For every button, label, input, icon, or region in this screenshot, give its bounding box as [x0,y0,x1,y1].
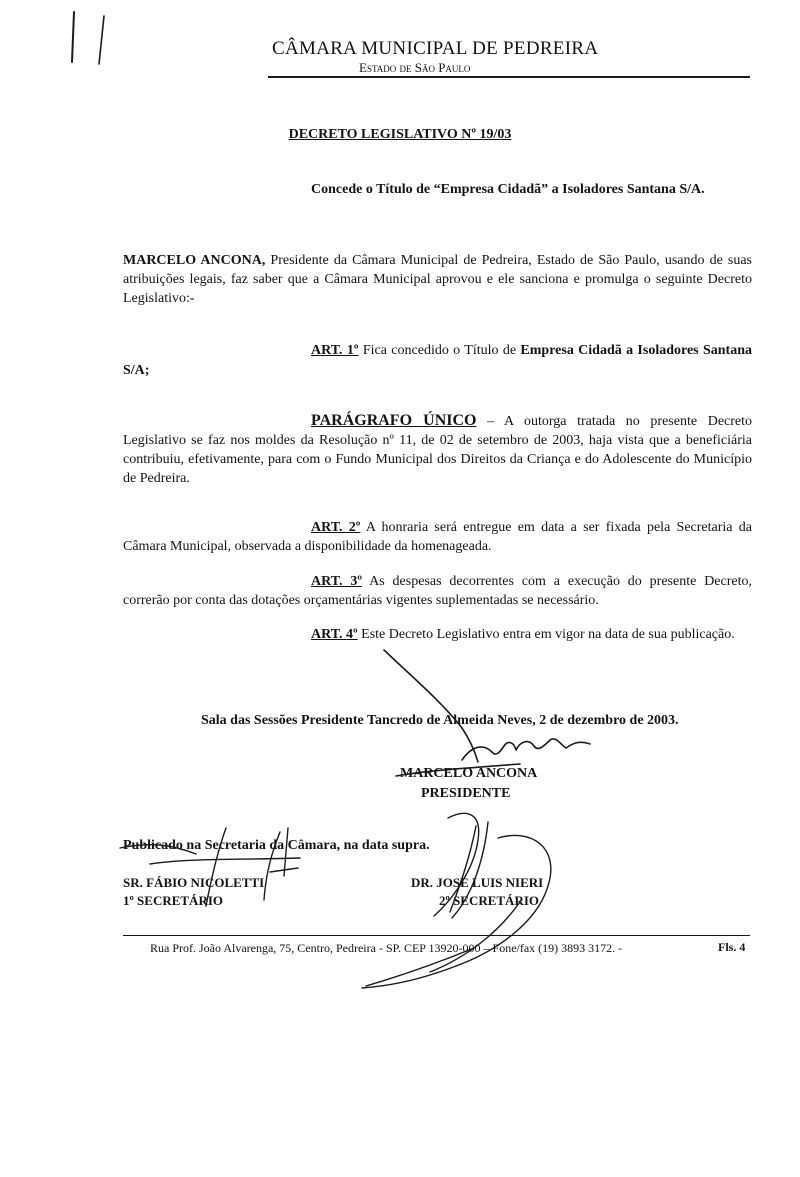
paragrafo-unico-label: PARÁGRAFO ÚNICO [311,412,477,429]
preamble-text: Presidente da Câmara Municipal de Pedreira, Estado de São Paulo, usando de suas atribuições legais, faz saber que a Câmara Municipal aprovou e ele sanciona e promulga o seguinte Decreto Legislativo:- [123,253,753,306]
article-2-label: ART. 2º [311,520,361,535]
president-role: PRESIDENTE [421,786,511,801]
session-date-line: Sala das Sessões Presidente Tancredo de Almeida Neves, 2 de dezembro de 2003. [201,713,679,728]
footer-page-number: Fls. 4 [718,940,746,954]
paragrafo-unico-text: – A outorga tratada no presente Decreto Legislativo se faz nos moldes da Resolução nº 11, de 02 de setembro de 2003, haja vista que a beneficiária contribuiu, efetivamente, para com o Fundo Municipal dos Direitos da Criança e do Adolescente do Município de Pedreira. [123,414,753,486]
decree-title: DECRETO LEGISLATIVO Nº 19/03 [288,127,512,142]
article-1-label: ART. 1º [311,343,359,358]
state-name: Estado de São Paulo [359,60,471,75]
article-4-label: ART. 4º [311,627,358,642]
first-secretary-role: 1º SECRETÁRIO [123,893,224,908]
margin-mark-2 [99,16,104,64]
president-signature [384,650,590,776]
second-secretary-role: 2º SECRETÁRIO [439,893,540,908]
article-3-text: As despesas decorrentes com a execução do presente Decreto, correrão por conta das dotações orçamentárias vigentes suplementadas se necessário. [123,574,753,608]
article-3-label: ART. 3º [311,574,363,589]
article-4-text: Este Decreto Legislativo entra em vigor na data de sua publicação. [357,627,735,642]
publication-note: Publicado na Secretaria da Câmara, na data supra. [123,838,430,853]
article-2-text: A honraria será entregue em data a ser fixada pela Secretaria da Câmara Municipal, observada a disponibilidade da homenageada. [123,520,752,554]
margin-mark-1 [72,12,74,62]
president-name: MARCELO ANCONA [400,766,538,781]
second-secretary-signature [362,813,551,988]
article-1-text: Fica concedido o Título de [358,343,521,358]
chamber-name: CÂMARA MUNICIPAL DE PEDREIRA [272,38,599,59]
first-secretary-signature [120,828,300,906]
second-secretary-name: DR. JOSÉ LUIS NIERI [411,875,544,890]
article-1-bold-text: Empresa Cidadã a Isoladores Santana S/A; [123,343,752,378]
decree-ementa: Concede o Título de “Empresa Cidadã” a Isoladores Santana S/A. [311,182,705,197]
first-secretary-name: SR. FÁBIO NICOLETTI [123,875,265,890]
preamble-name: MARCELO ANCONA, [123,253,266,268]
footer-address: Rua Prof. João Alvarenga, 75, Centro, Pedreira - SP. CEP 13920-000 – Fone/fax (19) 3893 3172. - [150,941,623,955]
